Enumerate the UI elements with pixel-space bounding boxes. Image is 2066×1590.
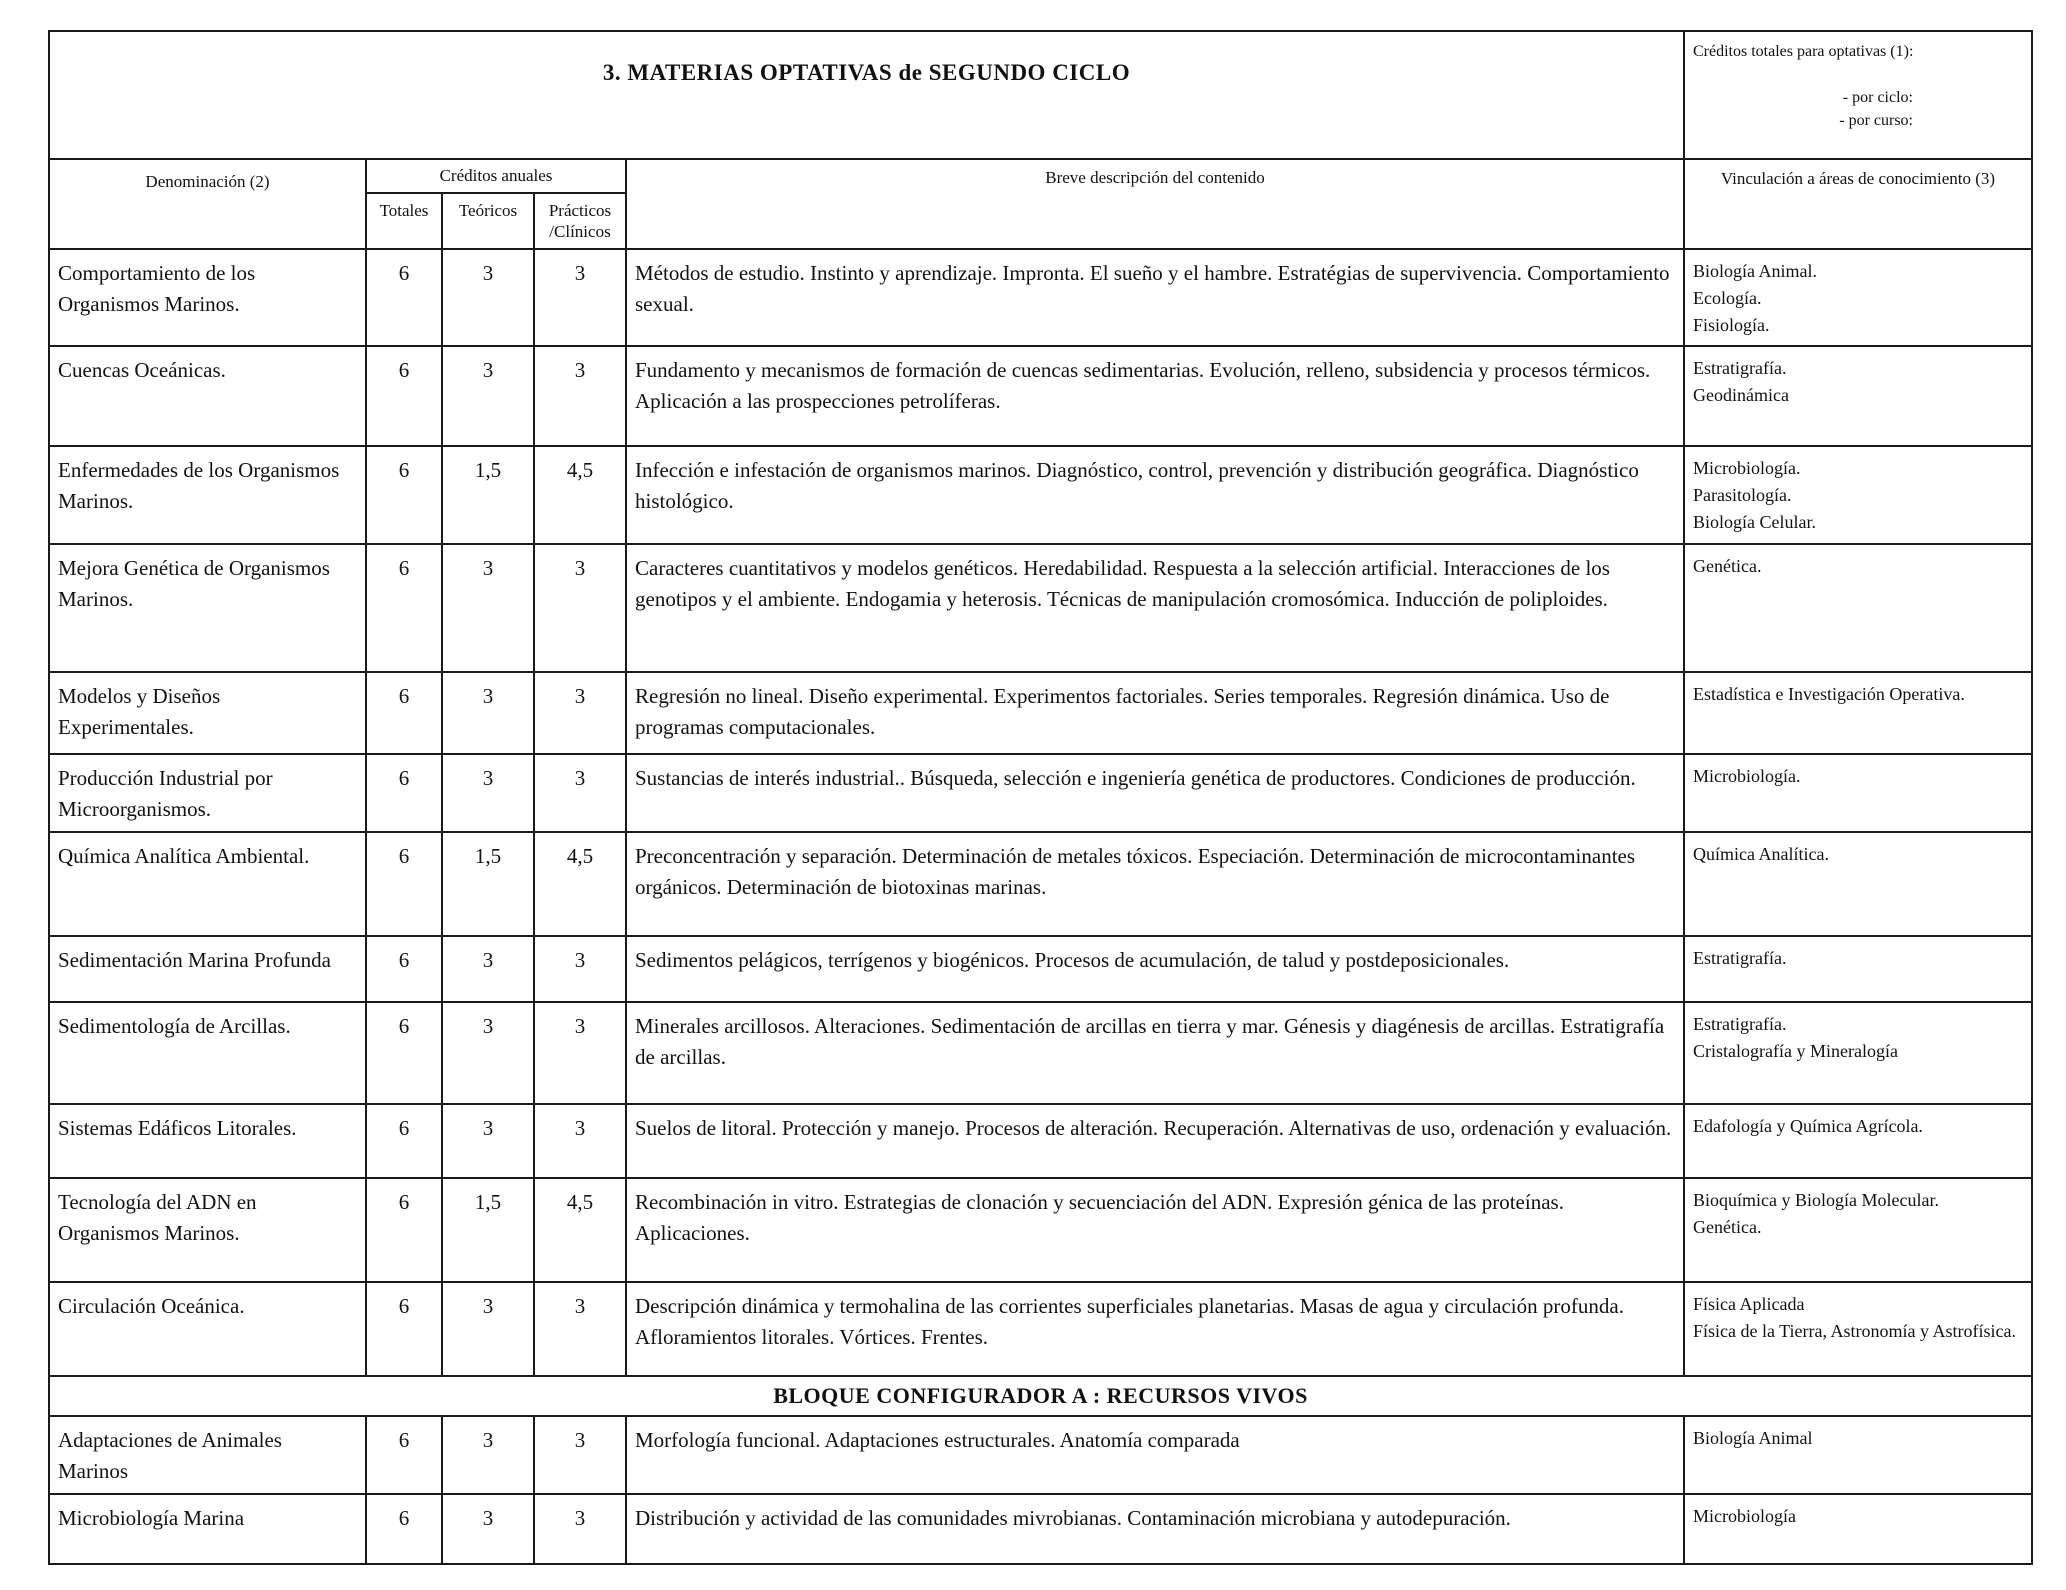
credits-practicos: 3 — [534, 1282, 626, 1376]
table-row — [49, 1282, 2032, 1376]
knowledge-areas — [1684, 544, 2032, 672]
credits-practicos: 4,5 — [534, 1178, 626, 1282]
knowledge-area: Edafología y Química Agrícola. — [1693, 1116, 1923, 1136]
subject-description: Regresión no lineal. Diseño experimental. Experimentos factoriales. Series temporales. Regresión dinámica. Uso de programas computacionales. — [626, 672, 1684, 754]
column-header-practicos: Prácticos /Clínicos — [534, 193, 626, 249]
subject-name: Adaptaciones de Animales Marinos — [49, 1416, 366, 1494]
credits-totales: 6 — [366, 936, 442, 1002]
credits-teoricos: 3 — [442, 754, 534, 832]
knowledge-area: Cristalografía y Mineralogía — [1693, 1041, 1898, 1061]
table-row — [49, 346, 2032, 446]
knowledge-areas — [1684, 754, 2032, 832]
subject-description: Distribución y actividad de las comunidades mivrobianas. Contaminación microbiana y autodepuración. — [626, 1494, 1684, 1564]
credits-teoricos: 3 — [442, 1002, 534, 1104]
table-row — [49, 832, 2032, 936]
subject-description: Infección e infestación de organismos marinos. Diagnóstico, control, prevención y distribución geográfica. Diagnóstico histológico. — [626, 446, 1684, 544]
table-row — [49, 754, 2032, 832]
credits-teoricos: 3 — [442, 672, 534, 754]
table-row — [49, 1494, 2032, 1564]
subject-name: Cuencas Oceánicas. — [49, 346, 366, 446]
credits-practicos: 3 — [534, 1002, 626, 1104]
credits-label: Créditos totales para optativas (1): — [1693, 43, 1914, 60]
column-header-totales: Totales — [366, 193, 442, 249]
subject-name: Sedimentología de Arcillas. — [49, 1002, 366, 1104]
knowledge-areas — [1684, 1416, 2032, 1494]
credits-teoricos: 3 — [442, 346, 534, 446]
subject-name: Circulación Oceánica. — [49, 1282, 366, 1376]
document-page — [48, 30, 2031, 1565]
credits-totales: 6 — [366, 346, 442, 446]
subject-description: Minerales arcillosos. Alteraciones. Sedimentación de arcillas en tierra y mar. Génesis y diagénesis de arcillas. Estratigrafía de arcillas. — [626, 1002, 1684, 1104]
knowledge-areas — [1684, 1282, 2032, 1376]
subject-name: Sedimentación Marina Profunda — [49, 936, 366, 1002]
credits-teoricos: 3 — [442, 544, 534, 672]
per-cycle-label: - por ciclo: — [1842, 89, 1913, 106]
credits-practicos: 3 — [534, 346, 626, 446]
credits-totales: 6 — [366, 1178, 442, 1282]
knowledge-area: Parasitología. — [1693, 485, 1792, 505]
knowledge-area: Estratigrafía. — [1693, 948, 1787, 968]
knowledge-area: Biología Animal — [1693, 1428, 1813, 1448]
credits-practicos: 3 — [534, 754, 626, 832]
table-row — [49, 672, 2032, 754]
column-header-teoricos: Teóricos — [442, 193, 534, 249]
table-row — [49, 446, 2032, 544]
knowledge-area: Microbiología. — [1693, 766, 1801, 786]
credits-totales: 6 — [366, 672, 442, 754]
credits-totales: 6 — [366, 249, 442, 346]
knowledge-area: Geodinámica — [1693, 385, 1789, 405]
subject-name: Tecnología del ADN en Organismos Marinos. — [49, 1178, 366, 1282]
subject-name: Química Analítica Ambiental. — [49, 832, 366, 936]
credits-totales: 6 — [366, 832, 442, 936]
knowledge-areas — [1684, 1178, 2032, 1282]
credits-teoricos: 3 — [442, 1282, 534, 1376]
credits-teoricos: 1,5 — [442, 1178, 534, 1282]
credits-practicos: 3 — [534, 936, 626, 1002]
column-header-vinculacion: Vinculación a áreas de conocimiento (3) — [1684, 159, 2032, 249]
subject-name: Modelos y Diseños Experimentales. — [49, 672, 366, 754]
subject-description: Recombinación in vitro. Estrategias de clonación y secuenciación del ADN. Expresión génica de las proteínas. Aplicaciones. — [626, 1178, 1684, 1282]
subject-description: Preconcentración y separación. Determinación de metales tóxicos. Especiación. Determinación de microcontaminantes orgánicos. Determinación de biotoxinas marinas. — [626, 832, 1684, 936]
knowledge-area: Biología Animal. — [1693, 261, 1817, 281]
knowledge-areas — [1684, 346, 2032, 446]
subject-description: Descripción dinámica y termohalina de las corrientes superficiales planetarias. Masas de agua y circulación profunda. Afloramientos litorales. Vórtices. Frentes. — [626, 1282, 1684, 1376]
credits-teoricos: 1,5 — [442, 446, 534, 544]
column-header-creditos: Créditos anuales — [366, 159, 626, 193]
credits-cell — [1684, 31, 2032, 159]
knowledge-area: Fisiología. — [1693, 315, 1770, 335]
subject-name: Enfermedades de los Organismos Marinos. — [49, 446, 366, 544]
per-course-label: - por curso: — [1839, 112, 1913, 129]
credits-practicos: 3 — [534, 1104, 626, 1178]
knowledge-area: Física Aplicada — [1693, 1294, 1805, 1314]
table-row — [49, 1002, 2032, 1104]
knowledge-area: Genética. — [1693, 556, 1762, 576]
table-row — [49, 936, 2032, 1002]
subject-description: Sedimentos pelágicos, terrígenos y biogénicos. Procesos de acumulación, de talud y postdeposicionales. — [626, 936, 1684, 1002]
credits-practicos: 4,5 — [534, 446, 626, 544]
credits-totales: 6 — [366, 1282, 442, 1376]
knowledge-areas — [1684, 936, 2032, 1002]
knowledge-areas — [1684, 1104, 2032, 1178]
subject-description: Suelos de litoral. Protección y manejo. Procesos de alteración. Recuperación. Alternativas de uso, ordenación y evaluación. — [626, 1104, 1684, 1178]
knowledge-area: Estratigrafía. — [1693, 1014, 1787, 1034]
credits-totales: 6 — [366, 1002, 442, 1104]
knowledge-area: Microbiología — [1693, 1506, 1796, 1526]
credits-practicos: 3 — [534, 672, 626, 754]
knowledge-area: Biología Celular. — [1693, 512, 1816, 532]
knowledge-area: Física de la Tierra, Astronomía y Astrofísica. — [1693, 1321, 2016, 1341]
knowledge-area: Ecología. — [1693, 288, 1762, 308]
credits-practicos: 3 — [534, 1416, 626, 1494]
credits-teoricos: 1,5 — [442, 832, 534, 936]
credits-practicos: 4,5 — [534, 832, 626, 936]
credits-practicos: 3 — [534, 544, 626, 672]
knowledge-area: Estratigrafía. — [1693, 358, 1787, 378]
column-header-descripcion: Breve descripción del contenido — [626, 159, 1684, 249]
knowledge-area: Microbiología. — [1693, 458, 1801, 478]
subject-description: Métodos de estudio. Instinto y aprendizaje. Impronta. El sueño y el hambre. Estratégias de supervivencia. Comportamiento sexual. — [626, 249, 1684, 346]
credits-totales: 6 — [366, 544, 442, 672]
knowledge-areas — [1684, 832, 2032, 936]
knowledge-areas — [1684, 249, 2032, 346]
credits-practicos: 3 — [534, 249, 626, 346]
credits-teoricos: 3 — [442, 249, 534, 346]
subject-description: Sustancias de interés industrial.. Búsqueda, selección e ingeniería genética de productores. Condiciones de producción. — [626, 754, 1684, 832]
knowledge-areas — [1684, 672, 2032, 754]
credits-teoricos: 3 — [442, 936, 534, 1002]
knowledge-areas — [1684, 1494, 2032, 1564]
table-row — [49, 249, 2032, 346]
knowledge-area: Química Analítica. — [1693, 844, 1829, 864]
knowledge-area: Bioquímica y Biología Molecular. — [1693, 1190, 1939, 1210]
title-cell — [49, 31, 1684, 159]
subject-name: Mejora Genética de Organismos Marinos. — [49, 544, 366, 672]
subject-name: Comportamiento de los Organismos Marinos. — [49, 249, 366, 346]
table-row — [49, 544, 2032, 672]
knowledge-areas — [1684, 1002, 2032, 1104]
credits-teoricos: 3 — [442, 1104, 534, 1178]
credits-practicos: 3 — [534, 1494, 626, 1564]
credits-totales: 6 — [366, 446, 442, 544]
subject-name: Producción Industrial por Microorganismos. — [49, 754, 366, 832]
credits-totales: 6 — [366, 1494, 442, 1564]
knowledge-area: Genética. — [1693, 1217, 1762, 1237]
subject-description: Caracteres cuantitativos y modelos genéticos. Heredabilidad. Respuesta a la selección artificial. Interacciones de los genotipos y el ambiente. Endogamia y heterosis. Técnicas de manipulación cromosómica. Inducción de poliploides. — [626, 544, 1684, 672]
subject-description: Fundamento y mecanismos de formación de cuencas sedimentarias. Evolución, relleno, subsidencia y procesos térmicos. Aplicación a las prospecciones petrolíferas. — [626, 346, 1684, 446]
subject-name: Microbiología Marina — [49, 1494, 366, 1564]
credits-totales: 6 — [366, 1104, 442, 1178]
table-row — [49, 1178, 2032, 1282]
knowledge-area: Estadística e Investigación Operativa. — [1693, 684, 1965, 704]
credits-teoricos: 3 — [442, 1416, 534, 1494]
block-header-row — [49, 1376, 2032, 1416]
block-a-title: BLOQUE CONFIGURADOR A : RECURSOS VIVOS — [49, 1376, 2032, 1416]
column-header-row — [49, 159, 2032, 193]
credits-totales: 6 — [366, 754, 442, 832]
table-row — [49, 1416, 2032, 1494]
column-header-denominacion: Denominación (2) — [49, 159, 366, 249]
table-row — [49, 1104, 2032, 1178]
credits-totales: 6 — [366, 1416, 442, 1494]
credits-teoricos: 3 — [442, 1494, 534, 1564]
subject-description: Morfología funcional. Adaptaciones estructurales. Anatomía comparada — [626, 1416, 1684, 1494]
subject-name: Sistemas Edáficos Litorales. — [49, 1104, 366, 1178]
title-row — [49, 31, 2032, 159]
page-title: 3. MATERIAS OPTATIVAS de SEGUNDO CICLO — [602, 60, 1131, 85]
knowledge-areas — [1684, 446, 2032, 544]
optativas-table — [48, 30, 2033, 1565]
